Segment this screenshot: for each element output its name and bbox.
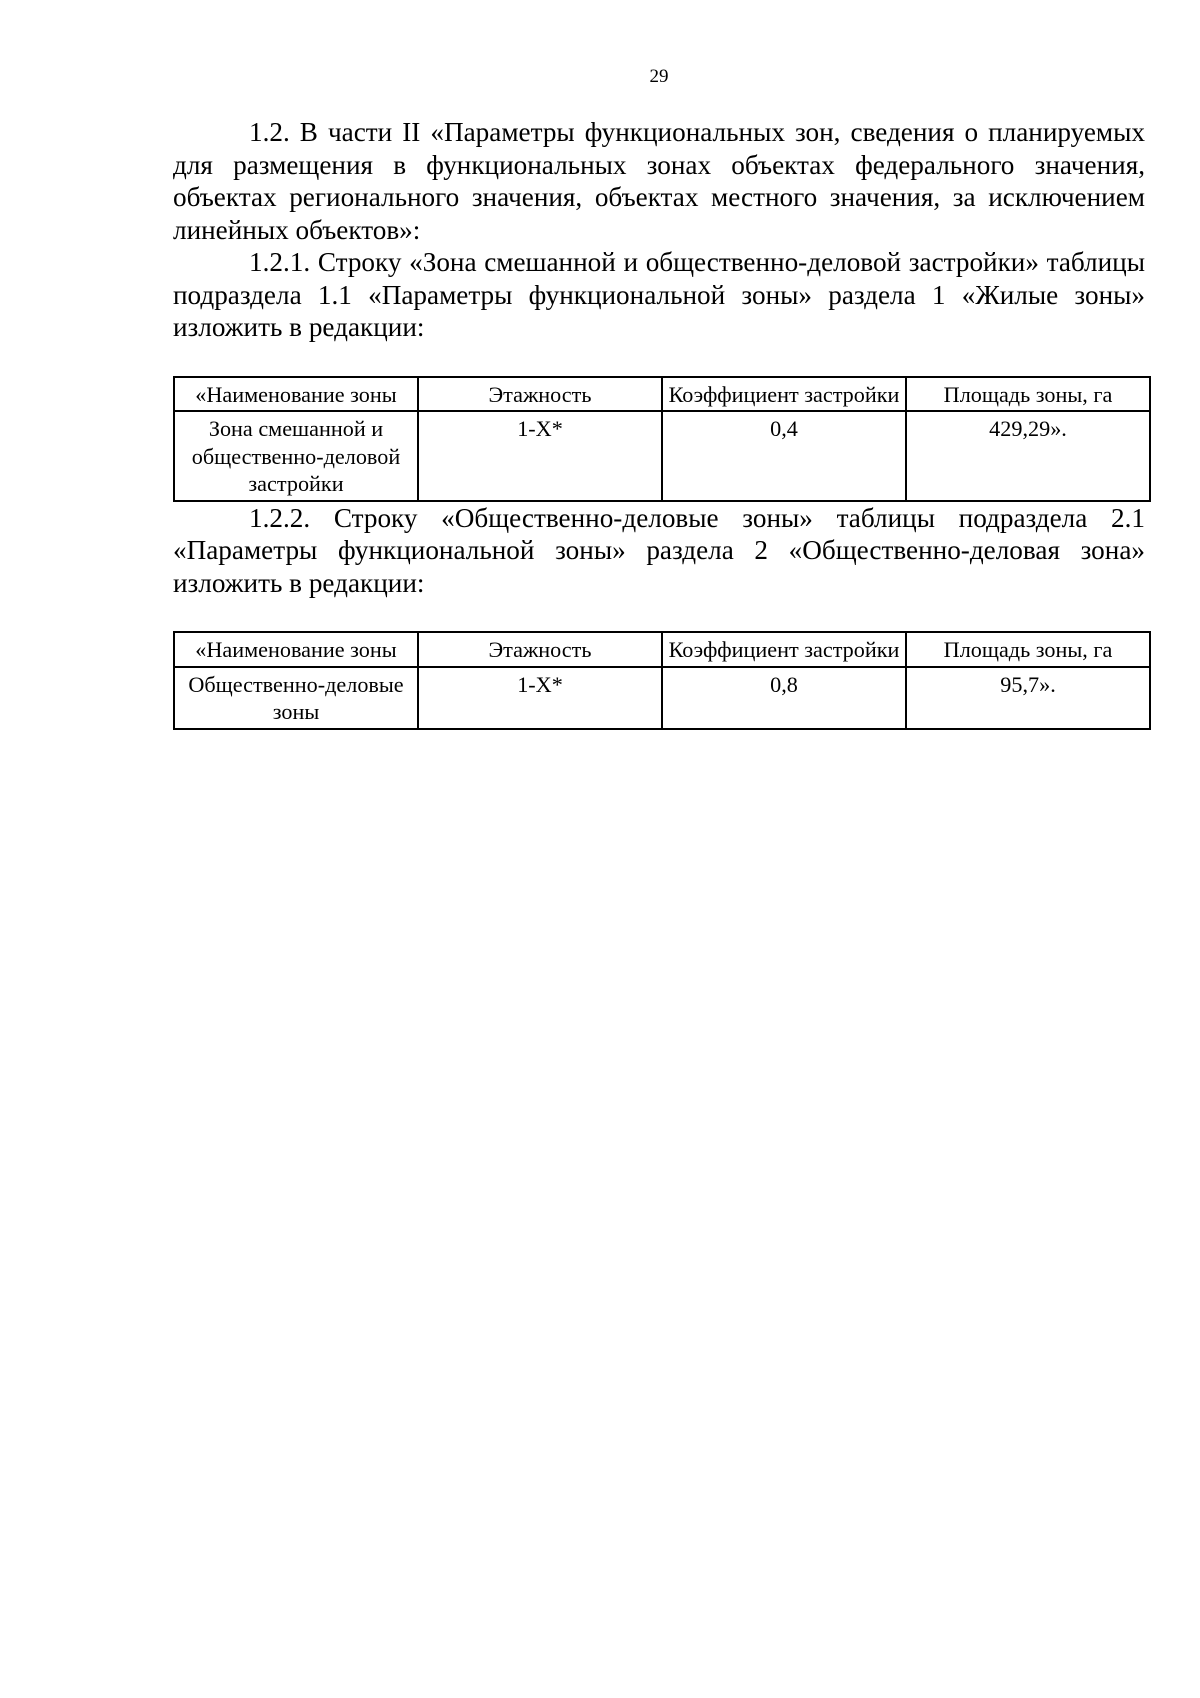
cell-zone-name: Общественно-деловые зоны	[174, 667, 418, 729]
paragraph-1-2: 1.2. В части II «Параметры функциональных зон, сведения о планируемых для размещения в функциональных зонах объектах федерального значения, объектах регионального значения, объектах местного значения, за исключением линейных объектов»:	[173, 117, 1145, 245]
cell-floors: 1-Х*	[418, 411, 662, 501]
header-floors: Этажность	[418, 377, 662, 412]
cell-area: 95,7».	[906, 667, 1150, 729]
header-floors: Этажность	[418, 632, 662, 667]
header-coefficient: Коэффициент застройки	[662, 632, 906, 667]
paragraph-1-2-2: 1.2.2. Строку «Общественно-деловые зоны» таблицы подраздела 2.1 «Параметры функциональной зоны» раздела 2 «Общественно-деловая зона» изложить в редакции:	[173, 502, 1145, 598]
header-area: Площадь зоны, га	[906, 632, 1150, 667]
paragraph-1-2-1: 1.2.1. Строку «Зона смешанной и общественно-деловой застройки» таблицы подраздела 1.1 «Параметры функциональной зоны» раздела 1 «Жилые зоны» изложить в редакции:	[173, 247, 1145, 342]
zone-parameters-table-1	[173, 376, 1151, 502]
header-zone-name: «Наименование зоны	[174, 632, 418, 667]
table-row	[174, 411, 1150, 501]
header-area: Площадь зоны, га	[906, 377, 1150, 412]
table-row	[174, 667, 1150, 729]
header-coefficient: Коэффициент застройки	[662, 377, 906, 412]
cell-coefficient: 0,8	[662, 667, 906, 729]
page-number: 29	[649, 66, 669, 87]
cell-area: 429,29».	[906, 411, 1150, 501]
zone-parameters-table-2	[173, 631, 1151, 730]
cell-floors: 1-Х*	[418, 667, 662, 729]
document-body	[173, 116, 1145, 730]
table-header-row	[174, 377, 1150, 412]
table-header-row	[174, 632, 1150, 667]
cell-coefficient: 0,4	[662, 411, 906, 501]
header-zone-name: «Наименование зоны	[174, 377, 418, 412]
cell-zone-name: Зона смешанной и общественно-деловой застройки	[174, 411, 418, 501]
